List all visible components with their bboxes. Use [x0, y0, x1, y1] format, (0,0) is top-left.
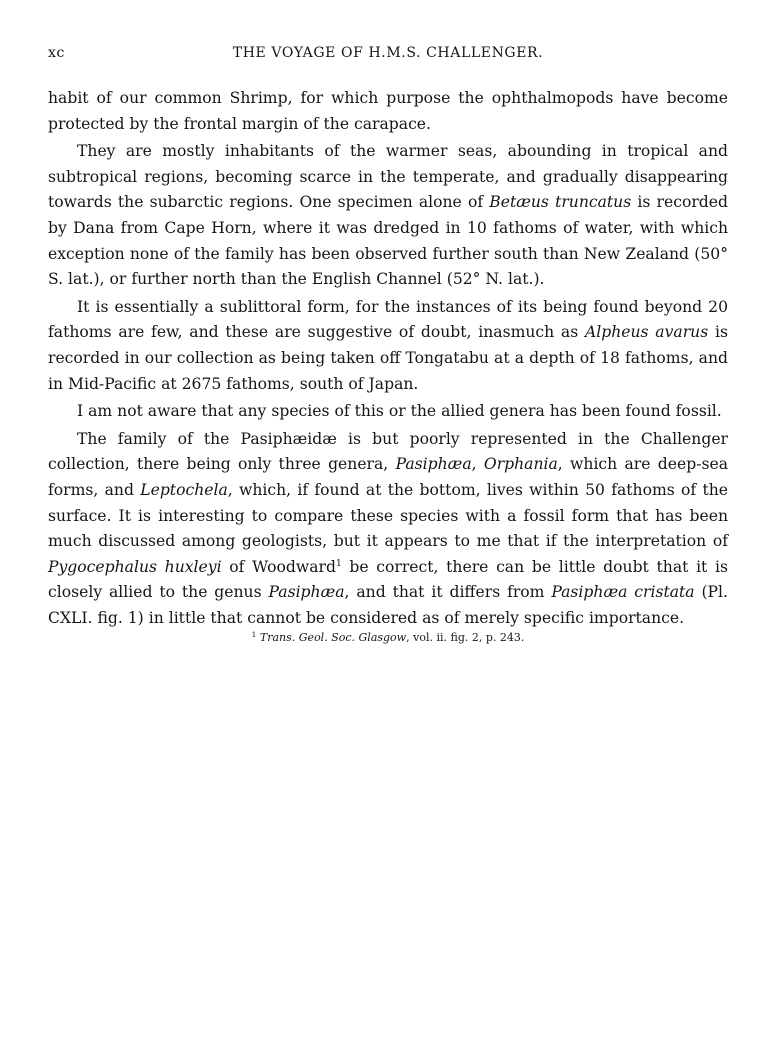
paragraph-distribution: They are mostly inhabitants of the warmer seas, abounding in tropical and subtropical regions, becoming scarce in the temperate, and gradually disappearing towards the subarctic regions. One specimen alone of Betæus truncatus is recorded by Dana from Cape Horn, where it was dredged in 10 fathoms of water, with which exception none of the family has been observed further south than New Zealand (50° S. lat.), or further north than the English Channel (52° N. lat.).: [48, 142, 728, 289]
genus-name: Pasiphæa: [395, 455, 472, 474]
footnote-marker[interactable]: 1: [335, 558, 342, 569]
body-text: [48, 86, 728, 631]
footnote-source: Trans. Geol. Soc. Glasgow: [259, 631, 407, 644]
genus-name: Leptochela: [140, 480, 228, 499]
genus-name: Pasiphæa: [268, 583, 345, 602]
genus-name: Orphania: [483, 455, 558, 474]
footnote: [48, 631, 728, 645]
running-title: THE VOYAGE OF H.M.S. CHALLENGER.: [232, 45, 544, 61]
footnote-number: 1: [251, 630, 257, 639]
paragraph-continuation: habit of our common Shrimp, for which purpose the ophthalmopods have become protected by the frontal margin of the carapace.: [48, 89, 728, 133]
running-header: [48, 45, 728, 67]
paragraph-pasiphaeidae: The family of the Pasiphæidæ is but poorly represented in the Challenger collection, there being only three genera, Pasiphæa, Orphania, which are deep-sea forms, and Leptochela, which, if found at the bottom, lives within 50 fathoms of the surface. It is interesting to compare these species with a fossil form that has been much discussed among geologists, but it appears to me that if the interpretation of Pygocephalus huxleyi of Woodward$^1$ be correct, there can be little doubt that it is closely allied to the genus Pasiphæa, and that it differs from Pasiphæa cristata (Pl. CXLI. fig. 1) in little that cannot be considered as of merely specific importance.: [48, 429, 729, 627]
paragraph-depth: It is essentially a sublittoral form, for the instances of its being found beyond 20 fathoms are few, and these are suggestive of doubt, inasmuch as Alpheus avarus is recorded in our collection as being taken off Tongatabu at a depth of 18 fathoms, and in Mid-Pacific at 2675 fathoms, south of Japan.: [48, 297, 728, 393]
species-name: Pasiphæa cristata: [551, 583, 695, 602]
page-number: xc: [48, 45, 65, 61]
paragraph-fossil: I am not aware that any species of this or the allied genera has been found fossil.: [77, 402, 722, 421]
species-name: Betæus truncatus: [489, 193, 632, 212]
species-name: Pygocephalus huxleyi: [48, 557, 222, 576]
footnote-text: , vol. ii. fig. 2, p. 243.: [406, 631, 525, 644]
species-name: Alpheus avarus: [585, 323, 709, 342]
